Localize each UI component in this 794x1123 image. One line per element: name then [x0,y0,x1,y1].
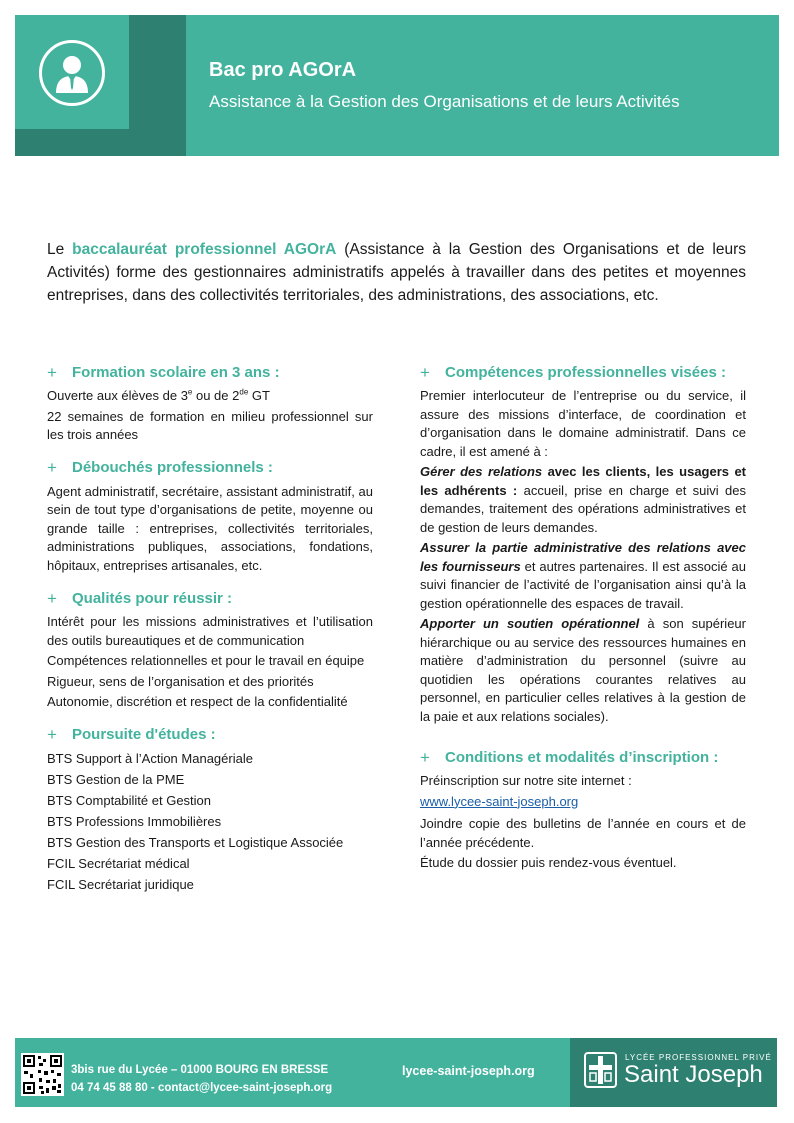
heading-text: Compétences professionnelles visées : [445,363,726,381]
plus-icon: + [47,362,57,382]
footer-address: 3bis rue du Lycée – 01000 BOURG EN BRESSE [71,1064,329,1076]
intro-text: (Assistance à la Gestion des Organisations et de leurs Activités) forme des gestionnaires administratifs appelés à travailler dans des petites et moyennes entreprises, dans des collectivités territoriales, des administrations, des associations, etc. [47,241,746,304]
right-column [420,363,746,887]
footer-website[interactable]: lycee-saint-joseph.org [402,1064,535,1078]
list-item: Rigueur, sens de l’organisation et des priorités [47,673,314,689]
list-item: BTS Support à l’Action Managériale [47,750,253,766]
heading-text: Conditions et modalités d’inscription : [445,748,719,766]
list-item: BTS Gestion des Transports et Logistique Associée [47,834,344,850]
list-item: BTS Comptabilité et Gestion [47,792,212,808]
intro-prefix: Le [47,241,73,258]
intro-paragraph [47,238,746,307]
formation-line-2: 22 semaines de formation en milieu professionnel sur les trois années [47,408,373,442]
section-qualites [47,589,373,712]
qr-code-icon [21,1053,64,1096]
list-item: FCIL Secrétariat juridique [47,876,194,892]
section-heading [47,589,373,609]
intro-highlight: baccalauréat professionnel AGOrA [72,241,337,258]
debouches-text: Agent administratif, secrétaire, assistant administratif, au sein de tout type d’organisations de petite, moyenne ou grande taille : entreprises, collectivités territoriales, administrations publiques, associations, fondations, hôpitaux, entreprises artisanales, etc. [47,483,373,573]
heading-text: Poursuite d'études : [72,726,216,744]
page-title: Bac pro AGOrA [209,59,357,81]
conditions-line-1: Préinscription sur notre site internet : [420,773,632,788]
section-conditions [420,748,746,873]
list-item: BTS Professions Immobilières [47,813,222,829]
conditions-link-line [420,793,746,812]
left-column [47,363,373,908]
competences-relations: Gérer des relations avec les clients, les usagers et les adhérents : accueil, prise en charge et suivi des demandes, traitement des opérations administratives et de gestion de leurs demandes. [420,464,747,535]
heading-text: Qualités pour réussir : [72,589,233,607]
competences-intro: Premier interlocuteur de l’entreprise ou du service, il assure des missions d’interface, de coordination et d’organisation dans le domaine administratif. Dans ce cadre, il est amené à : [420,388,746,459]
footer-contact: 04 74 45 88 80 - contact@lycee-saint-joseph.org [71,1082,333,1094]
plus-icon: + [47,725,57,745]
list-item: FCIL Secrétariat médical [47,855,190,871]
competences-fournisseurs: Assurer la partie administrative des relations avec les fournisseurs et autres partenaires. Il est associé au suivi financier de l’activité de l’organisation ainsi qu’à la gestion opérationnelle des espaces de travail. [420,540,746,611]
person-icon [39,40,105,106]
competences-soutien: Apporter un soutien opérationnel à son supérieur hiérarchique ou au service des ressources humaines en matière d’administration du personnel (suivre au quotidien les opérations courantes relatives au personnel, en particulier celles relatives à la gestion de la paie et aux relations sociales). [420,616,746,724]
formation-line-1: Ouverte aux élèves de 3e ou de 2de GT [47,387,270,403]
list-item: Compétences relationnelles et pour le travail en équipe [47,653,365,668]
section-heading [47,363,373,383]
section-debouches [47,459,373,576]
section-heading [420,748,746,768]
page-subtitle: Assistance à la Gestion des Organisations et de leurs Activités [209,92,680,111]
heading-text: Débouchés professionnels : [72,459,273,477]
conditions-line-2: Joindre copie des bulletins de l’année en cours et de l’année précédente. [420,816,746,850]
conditions-line-3: Étude du dossier puis rendez-vous éventuel. [420,855,677,870]
plus-icon: + [47,588,57,608]
section-heading [47,726,373,746]
section-heading [420,363,746,383]
plus-icon: + [420,362,430,382]
section-poursuite [47,726,373,895]
plus-icon: + [47,458,57,478]
header-accent-stripe [129,15,186,156]
plus-icon: + [420,747,430,767]
heading-text: Formation scolaire en 3 ans : [72,363,280,381]
brand-name: Saint Joseph [624,1061,763,1088]
list-item: BTS Gestion de la PME [47,771,185,787]
list-item: Intérêt pour les missions administratives et l’utilisation des outils bureautiques et de communication [47,614,373,648]
section-formation [47,363,373,445]
website-link[interactable]: www.lycee-saint-joseph.org [420,793,579,809]
cross-logo-icon [584,1052,617,1088]
section-competences [420,363,746,726]
header-shadow-block [15,129,129,156]
brand-tagline: LYCÉE PROFESSIONNEL PRIVÉ [625,1053,772,1062]
section-heading [47,459,373,479]
list-item: Autonomie, discrétion et respect de la confidentialité [47,694,348,709]
